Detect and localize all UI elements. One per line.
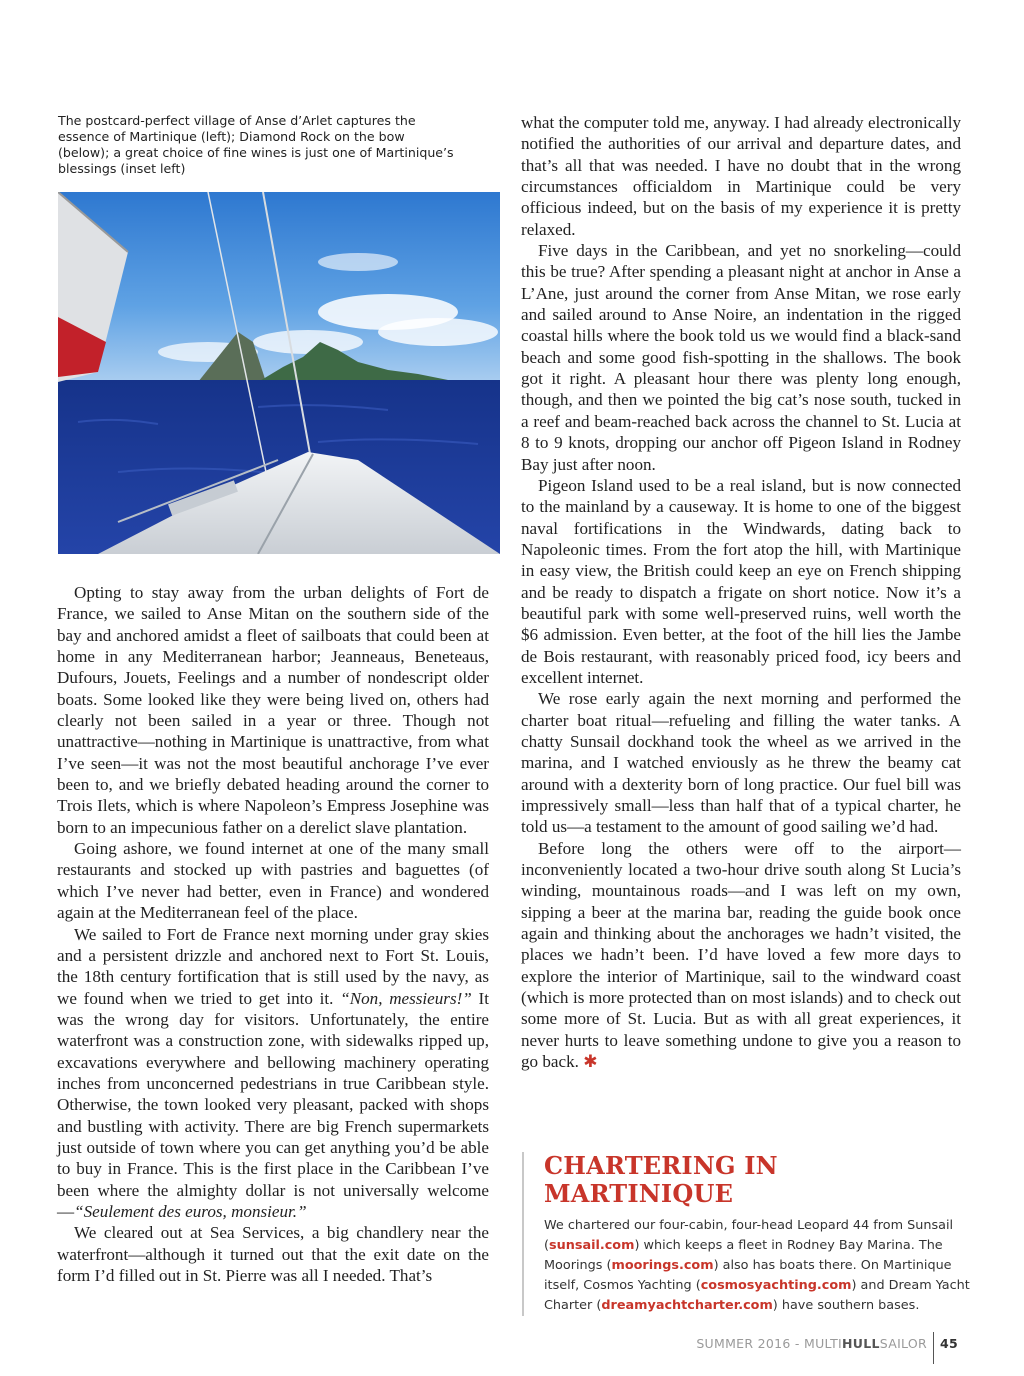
paragraph: We sailed to Fort de France next morning under gray skies and a persistent drizzle and anchored next to Fort St. Louis, the 18th century fortification that is still used by the navy, as we found when we tried to get into it. “Non, messieurs!” It was the wrong day for visitors. Unfortunately, the entire waterfront was a construction zone, with sidewalks ripped up, excavations everywhere and bellowing machinery operating inches from unconcerned pedestrians in true Caribbean style. Otherwise, the town looked very pleasant, packed with shops and bustling with activity. There are big French supermarkets just outside of town where you can get anything you’d be able to buy in France. This is the first place in the Caribbean I’ve been where the almighty dollar is not universally welcome—“Seulement des euros, monsieur.” <box>57 924 489 1221</box>
french-quote: “Non, messieurs!” <box>340 988 472 1008</box>
chartering-sidebar <box>522 1152 974 1316</box>
moorings-link[interactable]: moorings.com <box>611 1258 714 1273</box>
paragraph: Pigeon Island used to be a real island, but is now connected to the mainland by a causeway. It is home to one of the biggest naval fortifications in the Windwards, dating back to Napoleonic times. From the fort atop the hill, with Martinique in easy view, the British could keep an eye on French shipping and be ready to dispatch a frigate on short notice. Now it’s a beautiful park with some well-preserved ruins, well worth the $6 admission. Even better, at the foot of the hill lies the Jambe de Bois restaurant, with reasonably priced food, icy beers and excellent internet. <box>521 475 961 687</box>
photo-caption: The postcard-perfect village of Anse d’Arlet captures the essence of Martinique (left); Diamond Rock on the bow (below); a great choice of fine wines is just one of Martinique’s blessings (inset left) <box>58 113 454 176</box>
issue-label: SUMMER 2016 - MULTI <box>696 1336 842 1351</box>
paragraph: Five days in the Caribbean, and yet no snorkeling—could this be true? After spending a pleasant night at anchor in Anse a L’Ane, just around the corner from Anse Mitan, we rose early and sailed around to Anse Noire, an indentation in the rigged coastal hills where the book told us we would find a black-sand beach and some good fish-spotting in the shallows. The book got it right. A pleasant hour there was plenty long enough, though, and then we pointed the big cat’s nose south, tucked in a reef and beam-reached back across the channel to St. Lucia at 8 to 9 knots, dropping our anchor off Pigeon Island in Rodney Bay just after noon. <box>521 241 961 474</box>
page-number: 45 <box>940 1336 958 1351</box>
footer-divider <box>933 1332 934 1364</box>
sidebar-title: CHARTERING IN MARTINIQUE <box>544 1151 778 1208</box>
end-mark-icon: ✱ <box>583 1052 598 1073</box>
paragraph: Going ashore, we found internet at one of the many small restaurants and stocked up with pastries and baguettes (of which I’ve never had better, even in France) and wondered again at the Mediterranean feel of the place. <box>57 839 489 923</box>
sidebar-text: We chartered our four-cabin, four-head Leopard 44 from Sunsail (sunsail.com) which keeps a fleet in Rodney Bay Marina. The Moorings (moorings.com) also has boats there. On Martinique itself, Cosmos Yachting (cosmosyachting.com) and Dream Yacht Charter (dreamyachtcharter.com) have southern bases. <box>544 1218 970 1313</box>
magazine-name-bold: HULL <box>842 1336 880 1351</box>
dreamyachtcharter-link[interactable]: dreamyachtcharter.com <box>601 1298 773 1313</box>
page-footer <box>696 1334 958 1354</box>
magazine-name-end: SAILOR <box>879 1336 927 1351</box>
paragraph: Before long the others were off to the airport—inconveniently located a two-hour drive south along St Lucia’s winding, mountainous roads—and I was left on my own, sipping a beer at the marina bar, reading the guide book once again and thinking about the anchorages we hadn’t visited, the places we hadn’t been. I’d have loved a few more days to explore the interior of Martinique, sail to the windward coast (which is more protected than on most islands) and to check out some more of St. Lucia. But as with all great experiences, it never hurts to leave something undone to give you a reason to go back. ✱ <box>521 838 961 1073</box>
article-right-column <box>521 112 961 1073</box>
paragraph: We cleared out at Sea Services, a big chandlery near the waterfront—although it turned out that the exit date on the form I’d filled out in St. Pierre was all I needed. That’s <box>57 1223 489 1285</box>
cosmosyachting-link[interactable]: cosmosyachting.com <box>700 1278 852 1293</box>
paragraph: what the computer told me, anyway. I had already electronically notified the authorities of our arrival and departure dates, and that’s all that was needed. I have no doubt that in the wrong circumstances officialdom in Martinique could be very officious indeed, but on the basis of my experience it is pretty relaxed. <box>521 113 961 239</box>
catamaran-bow-photo <box>58 192 500 554</box>
paragraph: We rose early again the next morning and performed the charter boat ritual—refueling and filling the water tanks. A chatty Sunsail dockhand took the wheel as we arrived in the marina, and I watched enviously as he threw the beamy cat around with a dexterity born of long practice. Our fuel bill was impressively small—less than half that of a typical charter, he told us—a testament to the amount of good sailing we’d had. <box>521 689 961 837</box>
paragraph: Opting to stay away from the urban delights of Fort de France, we sailed to Anse Mitan on the southern side of the bay and anchored amidst a fleet of sailboats that could been at home in any Mediterranean harbor; Jeanneaus, Beneteaus, Dufours, Jouets, Feelings and a number of nondescript older boats. Some looked like they were being lived on, others had clearly not been sailed in a year or three. Though not unattractive—nothing in Martinique is unattractive, from what I’ve seen—it was not the most beautiful anchorage I’ve ever been to, and we briefly debated heading around the corner to Trois Ilets, which is where Napoleon’s Empress Josephine was born to an impecunious father on a derelict slave plantation. <box>57 583 489 837</box>
article-left-column <box>57 582 489 1286</box>
sunsail-link[interactable]: sunsail.com <box>549 1238 635 1253</box>
french-quote: “Seulement des euros, monsieur.” <box>74 1201 307 1221</box>
